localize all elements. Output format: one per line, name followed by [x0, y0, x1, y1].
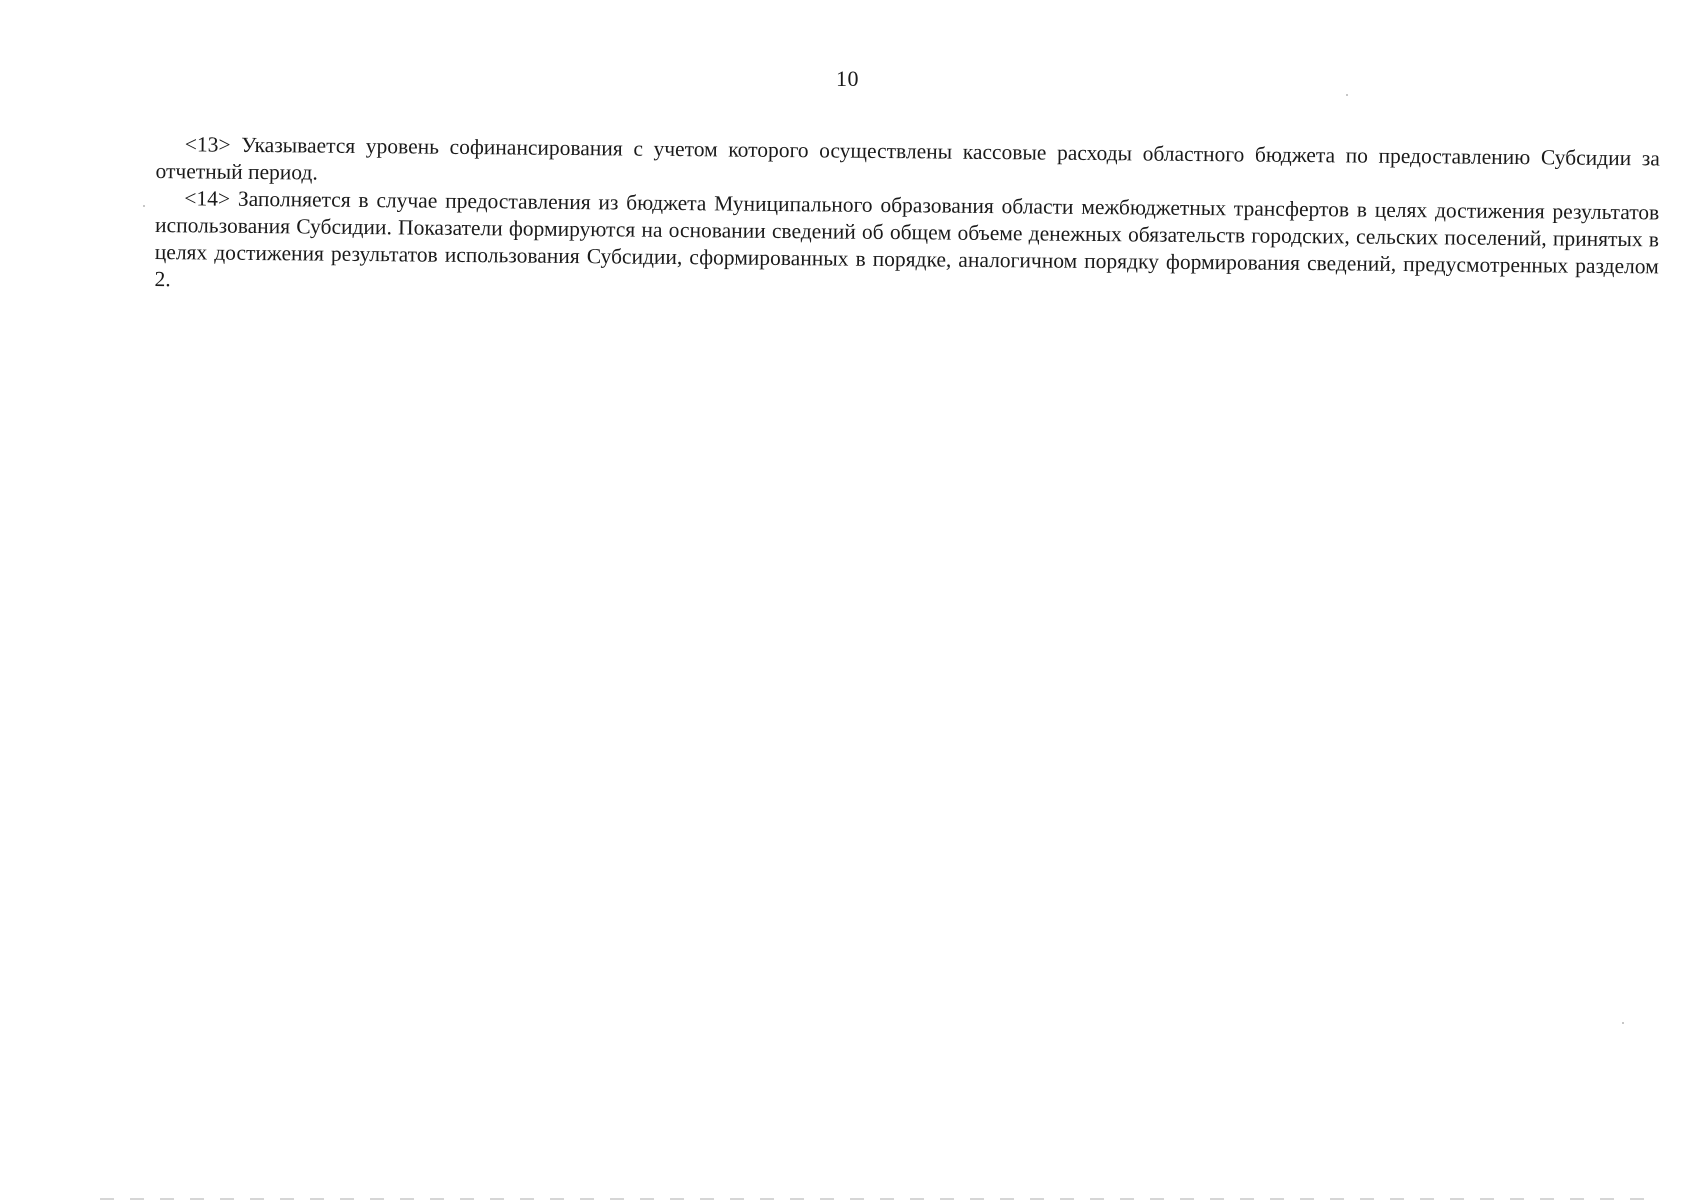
- footnotes: [154, 131, 1659, 307]
- scan-speck: [1346, 94, 1348, 96]
- footnote-text: Указывается уровень софинансирования с учетом которого осуществлены кассовые расходы областного бюджета по предоставлению Субсидии за отчетный период.: [155, 132, 1660, 185]
- page-number: 10: [836, 66, 859, 91]
- scan-speck: [143, 205, 145, 207]
- footnote-marker: <13>: [184, 132, 231, 157]
- footnote-text: Заполняется в случае предоставления из бюджета Муниципального образования области межбюджетных трансфертов в целях достижения результатов использования Субсидии. Показатели формируются на основании сведений об общем объеме денежных обязательств городских, сельских поселений, принятых в целях достижения результатов использования Субсидии, сформированных в порядке, аналогичном порядку формирования сведений, предусмотренных разделом 2.: [154, 186, 1660, 292]
- footnote-14: [154, 185, 1659, 307]
- scan-speck: [1622, 1022, 1624, 1024]
- footnote-marker: <14>: [184, 186, 231, 211]
